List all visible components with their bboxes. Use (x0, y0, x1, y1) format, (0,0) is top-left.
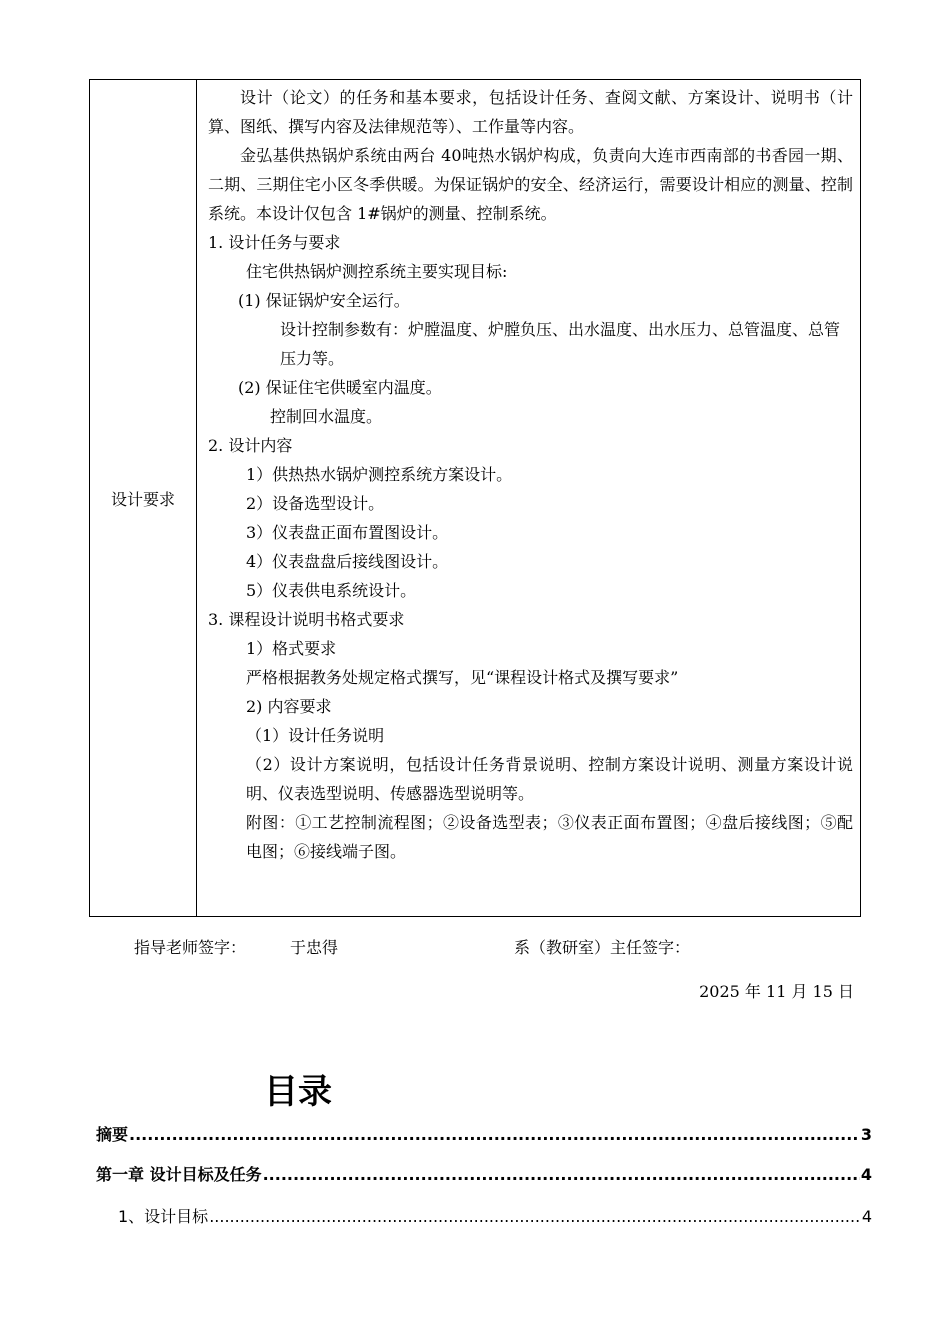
toc-entry[interactable] (96, 1124, 872, 1146)
section-1-item-1: (1) 保证锅炉安全运行。 (238, 291, 410, 310)
background-paragraph: 金弘基供热锅炉系统由两台 40吨热水锅炉构成，负责向大连市西南部的书香园一期、二期、三期住宅小区冬季供暖。为保证锅炉的安全、经济运行，需要设计相应的测量、控制系统。本设计仅包含 1#锅炉的测量、控制系统。 (208, 146, 853, 223)
toc-entry-page: 4 (860, 1165, 872, 1184)
section-3-content-1: （1）设计任务说明 (246, 726, 385, 745)
toc-title: 目录 (264, 1072, 332, 1112)
section-1-item-2-detail: 控制回水温度。 (270, 407, 383, 426)
intro-paragraph: 设计（论文）的任务和基本要求，包括设计任务、查阅文献、方案设计、说明书（计算、图纸、撰写内容及法律规范等）、工作量等内容。 (208, 88, 853, 136)
section-2-item: 1）供热热水锅炉测控系统方案设计。 (246, 465, 513, 484)
section-3-format-detail: 严格根据教务处规定格式撰写，见“课程设计格式及撰写要求” (246, 668, 679, 687)
section-3-format: 1）格式要求 (246, 639, 337, 658)
section-2-item: 3）仪表盘正面布置图设计。 (246, 523, 449, 542)
toc-entry-text: 摘要 (96, 1125, 129, 1144)
toc-leader (209, 1206, 861, 1228)
toc-entry-page: 4 (861, 1207, 872, 1226)
date: 2025 年 11 月 15 日 (699, 982, 854, 1001)
section-3-title: 3. 课程设计说明书格式要求 (208, 610, 405, 629)
section-2-title: 2. 设计内容 (208, 436, 293, 455)
section-1-title: 1. 设计任务与要求 (208, 233, 341, 252)
section-1-item-2: (2) 保证住宅供暖室内温度。 (238, 378, 442, 397)
toc-leader (263, 1164, 860, 1186)
toc-entry-page: 3 (860, 1125, 872, 1144)
section-2-item: 4）仪表盘盘后接线图设计。 (246, 552, 449, 571)
advisor-name: 于忠得 (290, 938, 339, 957)
row-label: 设计要求 (110, 489, 175, 509)
section-3-content-2: （2）设计方案说明，包括设计任务背景说明、控制方案设计说明、测量方案设计说明、仪表选型说明、传感器选型说明等。 (246, 755, 853, 803)
section-3-attachments: 附图：①工艺控制流程图；②设备选型表；③仪表正面布置图；④盘后接线图；⑤配电图；⑥接线端子图。 (246, 813, 853, 861)
section-1-item-1-detail: 设计控制参数有：炉膛温度、炉膛负压、出水温度、出水压力、总管温度、总管压力等。 (280, 320, 841, 368)
toc-entry[interactable] (118, 1206, 872, 1228)
toc-entry[interactable] (96, 1164, 872, 1186)
section-3-content: 2) 内容要求 (246, 697, 332, 716)
toc-entry-text: 1、设计目标 (118, 1207, 209, 1226)
requirements-table (89, 79, 861, 917)
advisor-label: 指导老师签字： (134, 938, 247, 957)
section-2-item: 2）设备选型设计。 (246, 494, 385, 513)
section-1-goal: 住宅供热锅炉测控系统主要实现目标: (246, 262, 508, 281)
table-divider (196, 80, 197, 916)
requirements-content (208, 80, 853, 866)
section-2-item: 5）仪表供电系统设计。 (246, 581, 417, 600)
toc-leader (129, 1124, 860, 1146)
toc-entry-text: 第一章 设计目标及任务 (96, 1165, 262, 1184)
director-label: 系（教研室）主任签字： (514, 938, 691, 957)
